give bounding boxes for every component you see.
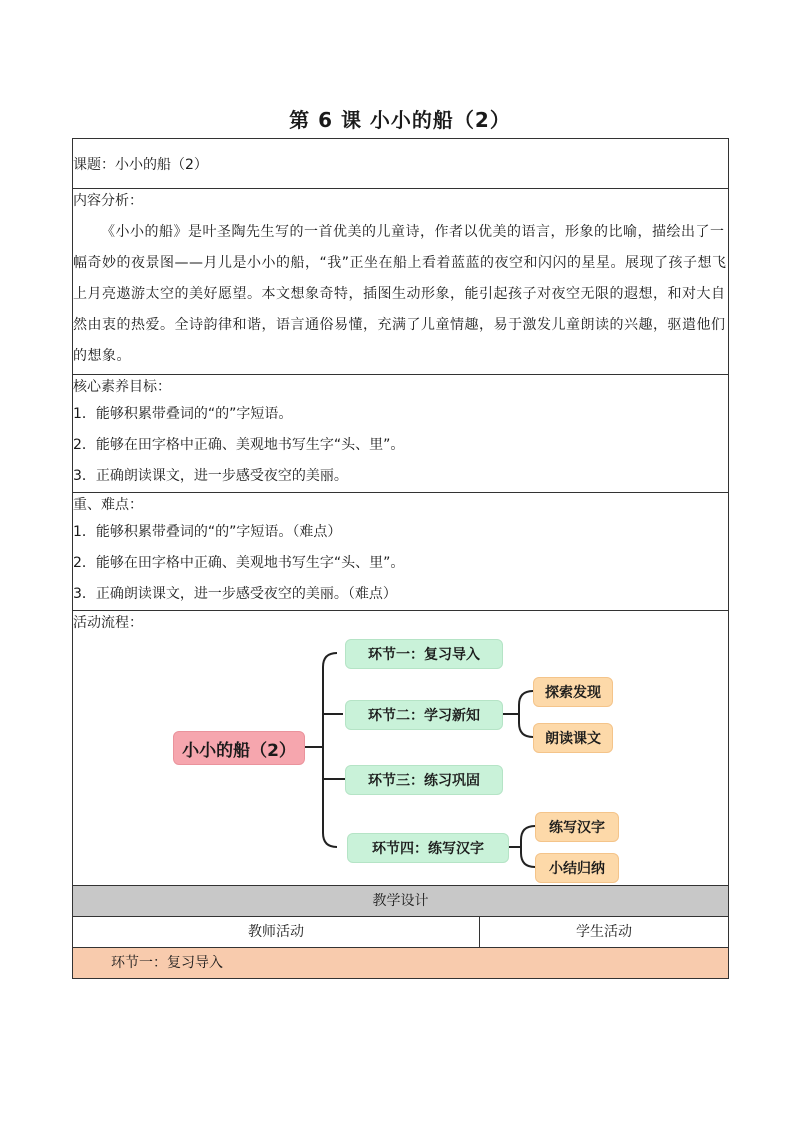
step-4-sub-write: 练写汉字 — [535, 812, 619, 842]
step-2-sub-read: 朗读课文 — [533, 723, 613, 753]
key-point-item: 2．能够在田字格中正确、美观地书写生字“头、里”。 — [73, 555, 405, 571]
flow-mind-map — [73, 635, 728, 885]
key-point-item: 3．正确朗读课文，进一步感受夜空的美丽。（难点） — [73, 586, 397, 602]
student-activity-header: 学生活动 — [480, 917, 729, 948]
step-4-sub-summary: 小结归纳 — [535, 853, 619, 883]
section-1-row — [73, 948, 729, 979]
goals-row — [73, 375, 729, 493]
design-header-row — [73, 886, 729, 917]
step-2-node: 环节二：学习新知 — [345, 700, 503, 730]
flow-row — [73, 611, 729, 886]
analysis-text: 《小小的船》是叶圣陶先生写的一首优美的儿童诗，作者以优美的语言，形象的比喻，描绘出了一幅奇妙的夜景图——月儿是小小的船，“我”正坐在船上看着蓝蓝的夜空和闪闪的星星。展现了孩子想飞上月亮遨游太空的美好愿望。本文想象奇特，插图生动形象，能引起孩子对夜空无限的遐想，和对大自然由衷的热爱。全诗韵律和谐，语言通俗易懂，充满了儿童情趣，易于激发儿童朗读的兴趣，驱遣他们的想象。 — [73, 224, 727, 364]
goals-heading: 核心素养目标： — [73, 379, 171, 395]
step-4-node: 环节四：练写汉字 — [347, 833, 509, 863]
goal-item: 1．能够积累带叠词的“的”字短语。 — [73, 406, 293, 422]
lesson-plan-table — [72, 138, 729, 979]
topic-text: 课题：小小的船（2） — [73, 157, 208, 173]
key-points-row — [73, 493, 729, 611]
step-3-node: 环节三：练习巩固 — [345, 765, 503, 795]
analysis-heading: 内容分析： — [73, 193, 143, 209]
design-heading: 教学设计 — [73, 886, 729, 917]
design-columns-row — [73, 917, 729, 948]
topic-row — [73, 139, 729, 189]
teacher-activity-header: 教师活动 — [73, 917, 480, 948]
flow-heading: 活动流程： — [73, 615, 143, 631]
step-1-node: 环节一：复习导入 — [345, 639, 503, 669]
root-node: 小小的船（2） — [173, 731, 305, 765]
step-2-sub-explore: 探索发现 — [533, 677, 613, 707]
key-points-heading: 重、难点： — [73, 497, 143, 513]
section-1-label: 环节一：复习导入 — [73, 948, 729, 979]
key-point-item: 1．能够积累带叠词的“的”字短语。（难点） — [73, 524, 342, 540]
goal-item: 2．能够在田字格中正确、美观地书写生字“头、里”。 — [73, 437, 405, 453]
goal-item: 3．正确朗读课文，进一步感受夜空的美丽。 — [73, 468, 348, 484]
page-title: 第 6 课 小小的船（2） — [289, 108, 511, 132]
analysis-row — [73, 189, 729, 375]
